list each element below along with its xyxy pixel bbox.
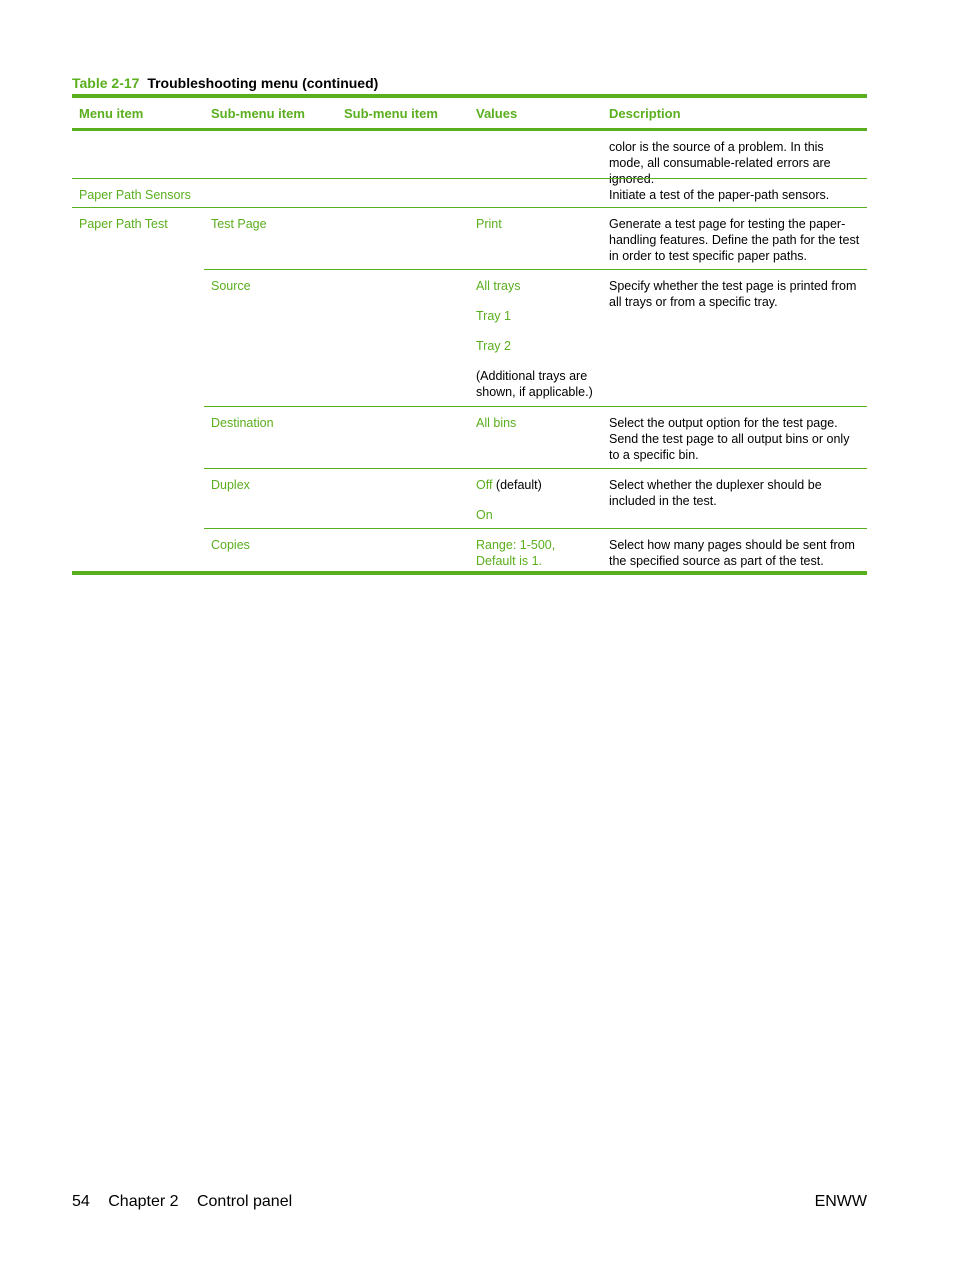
values-cell (469, 131, 602, 178)
troubleshooting-table (72, 94, 867, 575)
table-caption (72, 75, 378, 91)
description-cell: Initiate a test of the paper-path sensors. (602, 178, 867, 207)
sub-menu-duplex: Duplex (204, 468, 337, 528)
table-row (72, 207, 867, 269)
sub-menu-test-page: Test Page (204, 207, 337, 269)
chapter-title: Control panel (196, 1193, 293, 1210)
sub-menu-cell (337, 131, 469, 178)
header-values: Values (476, 105, 518, 121)
sub-menu-cell (337, 207, 469, 269)
value-all-bins: All bins (469, 406, 602, 468)
sub-menu-cell (337, 178, 469, 207)
table-row (72, 528, 867, 571)
sub-menu-cell (204, 131, 337, 178)
sub-menu-cell (337, 269, 469, 406)
header-sub-menu-item-2: Sub-menu item (344, 105, 438, 121)
sub-menu-source: Source (204, 269, 337, 406)
description-cell: Generate a test page for testing the paper-handling features. Define the path for the test in order to test specific paper paths. (602, 207, 867, 269)
table-row (72, 406, 867, 468)
menu-item-cell (72, 131, 204, 178)
description-cell: Select the output option for the test page. Send the test page to all output bins or only to a specific bin. (602, 406, 867, 468)
menu-item-paper-path-test: Paper Path Test (72, 207, 204, 269)
sub-menu-cell (337, 468, 469, 528)
value-off: Off (476, 478, 493, 492)
description-cell: Select whether the duplexer should be included in the test. (602, 468, 867, 528)
table-row (72, 269, 867, 406)
values-cell (469, 269, 602, 406)
value-print: Print (469, 207, 602, 269)
values-cell (469, 468, 602, 528)
menu-item-cell (72, 468, 204, 528)
sub-menu-copies: Copies (204, 528, 337, 571)
value-on: On (476, 508, 493, 522)
header-description: Description (609, 105, 681, 121)
menu-item-cell (72, 528, 204, 571)
table-row (72, 178, 867, 207)
page-footer-right: ENWW (814, 1193, 867, 1210)
chapter-label: Chapter 2 (108, 1193, 179, 1210)
page-footer-left (72, 1193, 306, 1211)
menu-item-cell (72, 406, 204, 468)
value-tray-1: Tray 1 (476, 309, 511, 323)
header-sub-menu-item-1: Sub-menu item (211, 105, 305, 121)
table-header-row (72, 98, 867, 128)
table-row (72, 468, 867, 528)
menu-item-cell (72, 269, 204, 406)
values-note: (Additional trays are shown, if applicable.) (476, 369, 593, 399)
description-cell: Select how many pages should be sent from the specified source as part of the test. (602, 528, 867, 571)
sub-menu-cell (337, 528, 469, 571)
description-cell: color is the source of a problem. In this mode, all consumable-related errors are ignored. (609, 140, 831, 186)
page-number: 54 (72, 1193, 90, 1210)
values-cell (469, 178, 602, 207)
table-bottom-rule (72, 571, 867, 575)
table-title: Troubleshooting menu (continued) (147, 75, 379, 91)
value-all-trays: All trays (476, 279, 521, 293)
value-default-label: (default) (492, 478, 542, 492)
value-tray-2: Tray 2 (476, 339, 511, 353)
header-menu-item: Menu item (79, 105, 144, 121)
sub-menu-destination: Destination (204, 406, 337, 468)
sub-menu-cell (337, 406, 469, 468)
description-cell: Specify whether the test page is printed from all trays or from a specific tray. (602, 269, 867, 406)
table-number: Table 2-17 (72, 75, 140, 91)
sub-menu-cell (204, 178, 337, 207)
value-range: Range: 1-500, Default is 1. (469, 528, 602, 571)
menu-item-paper-path-sensors: Paper Path Sensors (72, 178, 204, 207)
table-row (72, 131, 867, 186)
